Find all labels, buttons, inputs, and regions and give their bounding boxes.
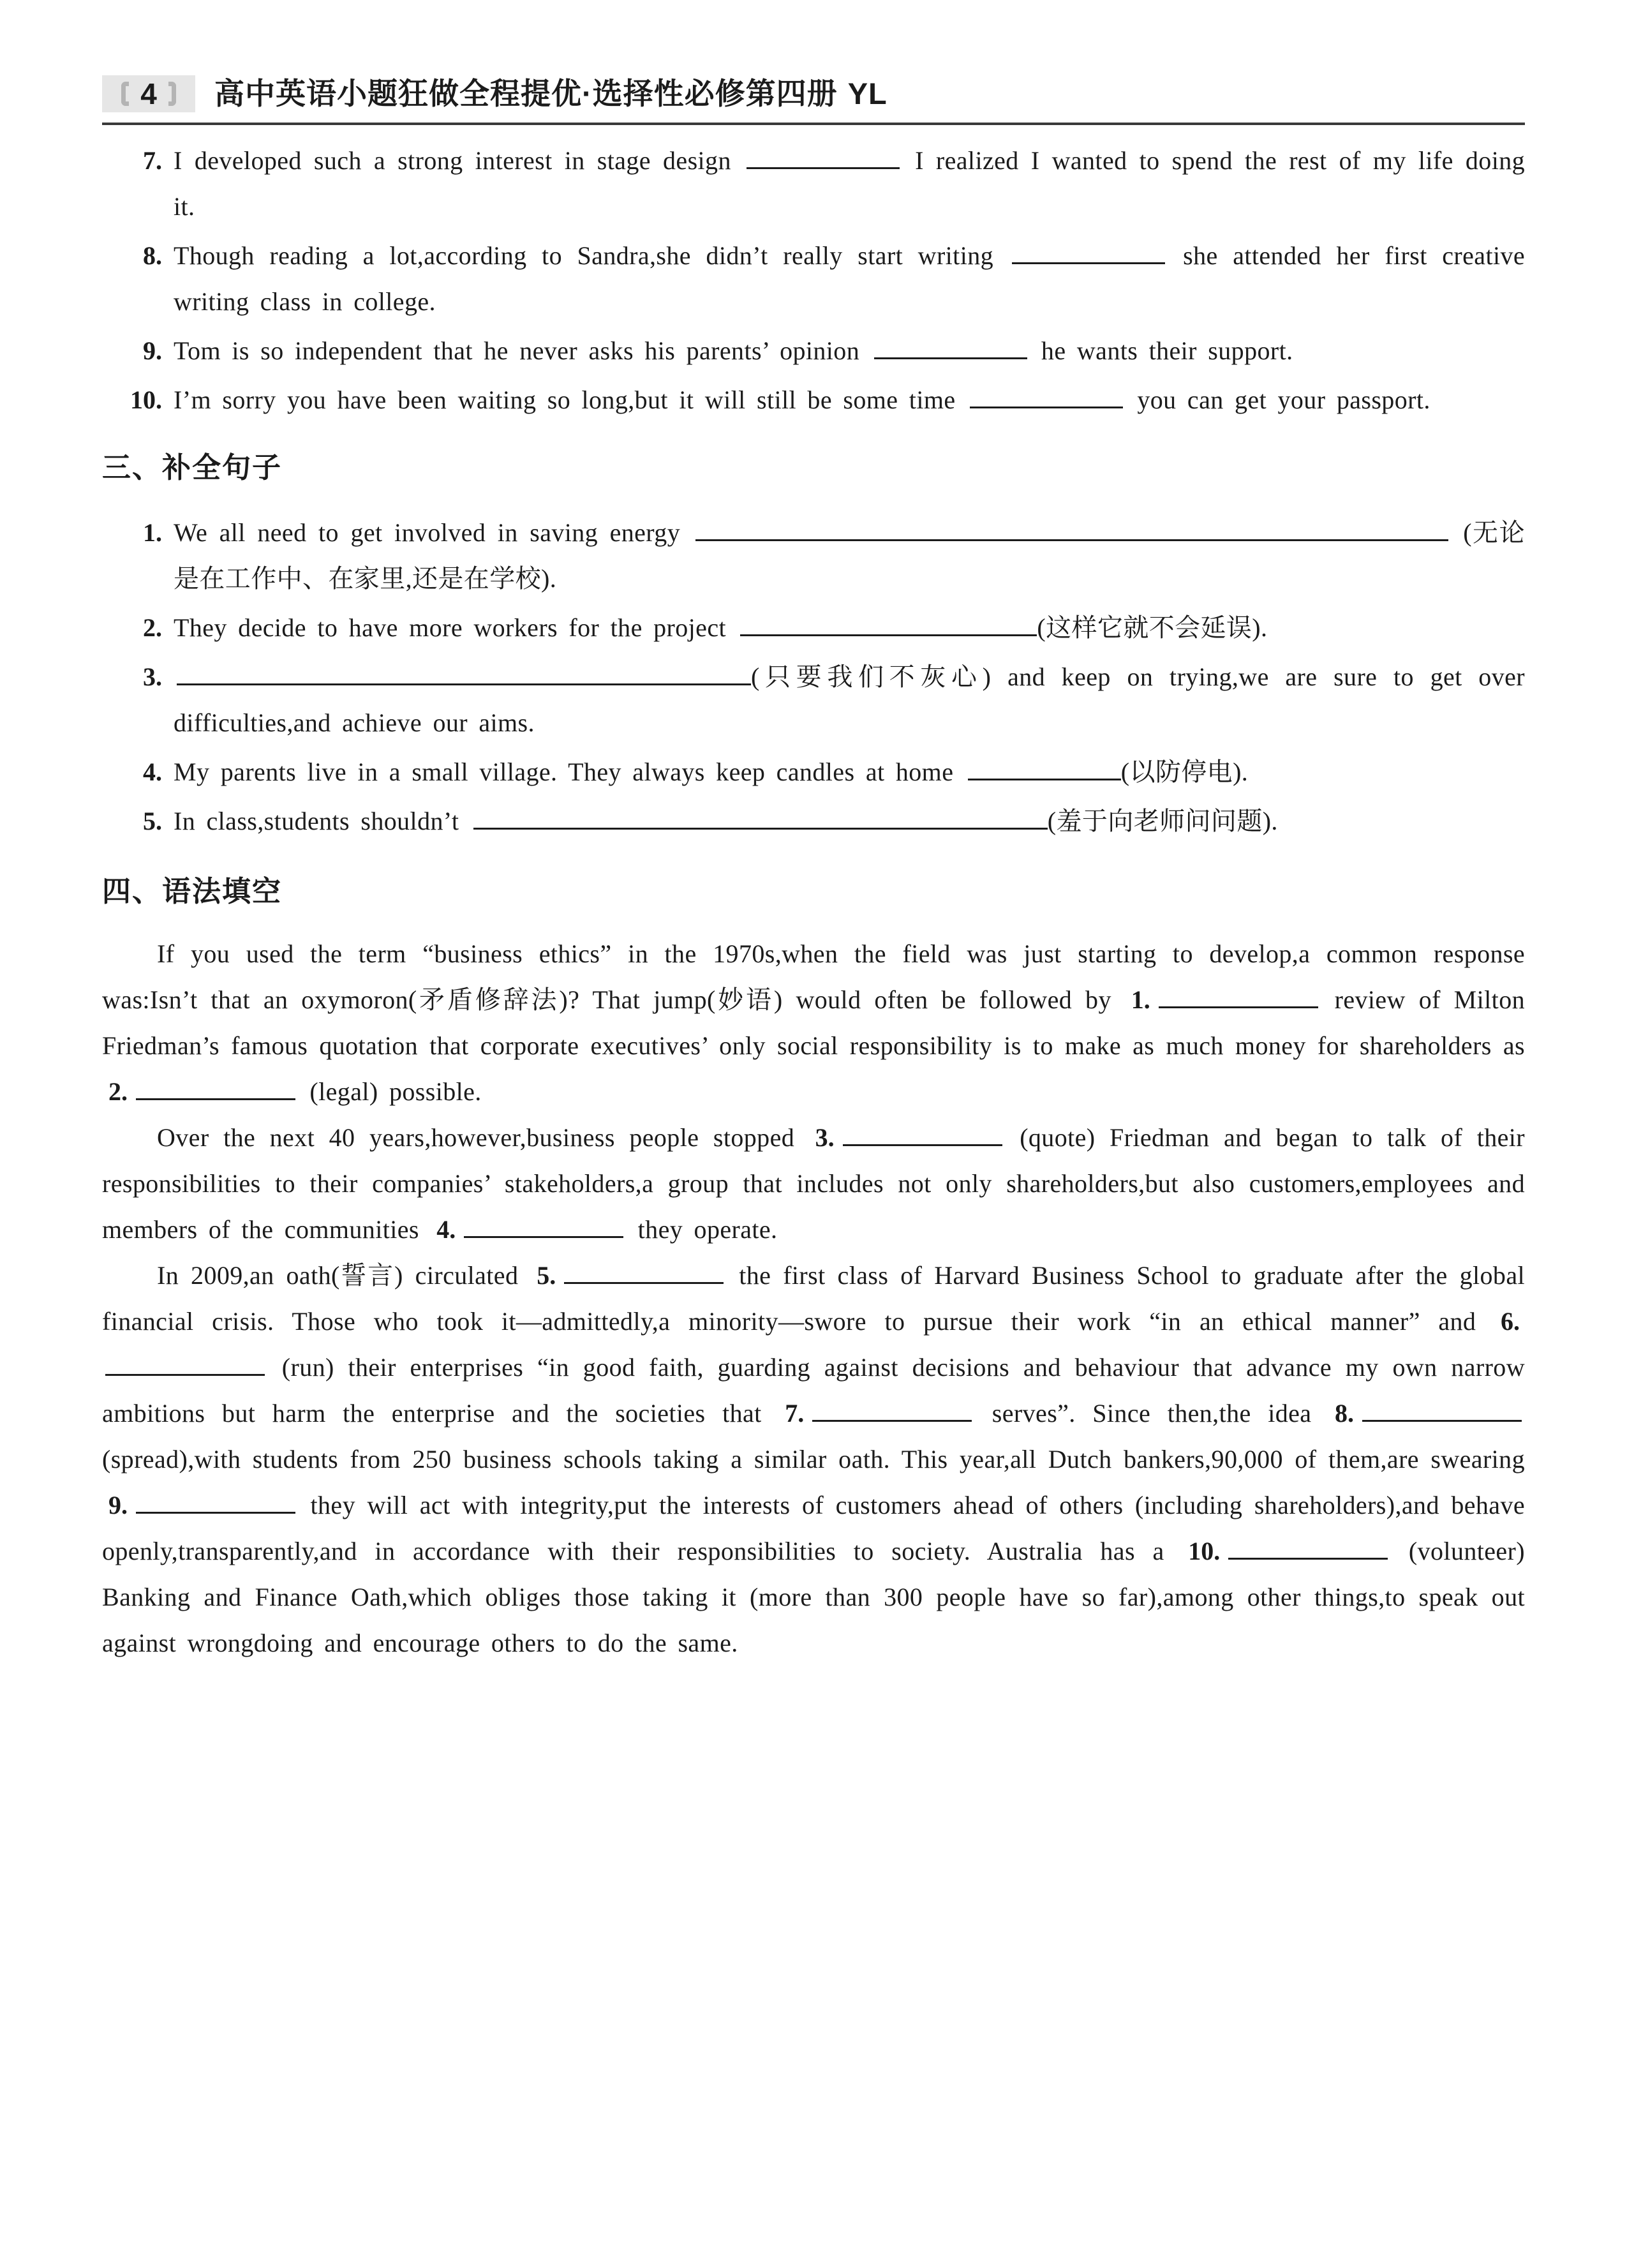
item-number: 1. <box>143 518 162 547</box>
chinese-hint: (以防停电). <box>1120 757 1249 786</box>
grammar-paragraph-2 <box>102 1115 1525 1253</box>
blank-number: 8. <box>1334 1399 1354 1428</box>
grammar-paragraph-1 <box>102 931 1525 1115</box>
list-item-8 <box>102 233 1525 325</box>
item-number: 7. <box>143 146 162 175</box>
item-text-before: Tom is so independent that he never asks his parents’ opinion <box>174 336 860 365</box>
fill-blank-s3-3 <box>177 662 751 685</box>
blank-number: 6. <box>1501 1307 1520 1336</box>
page-number: 4 <box>140 77 157 110</box>
text-segment: In 2009,an oath(誓言) circulated <box>157 1261 519 1290</box>
fill-blank-7 <box>747 145 900 169</box>
sentence-item-5 <box>102 798 1525 844</box>
item-text-before: I’m sorry you have been waiting so long,but it will still be some time <box>174 385 956 414</box>
text-segment: (run) their enterprises “in good faith, guarding against decisions and behaviour that advance my own narrow ambitions but harm the enterprise and the societies that <box>102 1353 1525 1428</box>
fill-blank-s3-4 <box>968 757 1121 780</box>
text-segment: Over the next 40 years,however,business people stopped <box>157 1123 795 1152</box>
item-text: We all need to get involved in saving energy <box>174 518 681 547</box>
blank-number: 1. <box>1131 985 1150 1014</box>
book-title: 高中英语小题狂做全程提优·选择性必修第四册 YL <box>214 77 888 110</box>
sentence-item-4 <box>102 749 1525 795</box>
chinese-hint: (这样它就不会延误). <box>1037 613 1268 642</box>
page-number-badge <box>102 75 195 112</box>
item-text-before: Though reading a lot,according to Sandra,she didn’t really start writing <box>174 241 994 270</box>
fill-blank-g6 <box>105 1352 265 1376</box>
fill-blank-g1 <box>1159 985 1318 1008</box>
item-number: 2. <box>143 613 162 642</box>
fill-blank-s3-5 <box>473 806 1048 830</box>
item-number: 5. <box>143 807 162 835</box>
text-segment: (legal) possible. <box>309 1077 482 1106</box>
chinese-hint: (只要我们不灰心) <box>751 662 992 691</box>
chinese-hint: (无论是在工作中、在家里,还是在学校). <box>174 518 1525 593</box>
item-text-after: and keep on trying,we are sure to get over difficulties,and achieve our aims. <box>174 662 1525 737</box>
text-segment: the first class of Harvard Business School to graduate after the global financial crisis. Those who took it—admittedly,a minority—swore to pursue their work “in an ethical manner” and <box>102 1261 1525 1336</box>
blank-number: 10. <box>1188 1537 1221 1565</box>
fill-blank-g10 <box>1228 1536 1388 1560</box>
completion-list <box>102 138 1525 423</box>
list-item-9 <box>102 328 1525 374</box>
blank-number: 7. <box>785 1399 805 1428</box>
sentence-item-1 <box>102 510 1525 602</box>
fill-blank-g4 <box>464 1214 623 1238</box>
fill-blank-g9 <box>136 1490 295 1514</box>
fill-blank-g8 <box>1362 1398 1522 1422</box>
item-text-after: she attended her first creative writing class in college. <box>174 241 1526 316</box>
item-text: They decide to have more workers for the project <box>174 613 726 642</box>
text-segment: (quote) Friedman and began to talk of their responsibilities to their companies’ stakeholders,a group that includes not only shareholders,but also customers,employees and members of the communities <box>102 1123 1525 1244</box>
blank-number: 5. <box>537 1261 556 1290</box>
text-segment: (volunteer) Banking and Finance Oath,which obliges those taking it (more than 300 people have so far),among other things,to speak out against wrongdoing and encourage others to do the same. <box>102 1537 1526 1657</box>
section4-heading: 四、语法填空 <box>102 875 283 907</box>
text-segment: If you used the term “business ethics” in the 1970s,when the field was just starting to develop,a common response was:Isn’t that an oxymoron(矛盾修辞法)? That jump(妙语) would often be followed by <box>102 939 1525 1014</box>
item-text-before: I developed such a strong interest in stage design <box>174 146 731 175</box>
fill-blank-g5 <box>564 1260 724 1284</box>
item-text: In class,students shouldn’t <box>174 807 459 835</box>
fill-blank-g7 <box>812 1398 972 1422</box>
sentence-item-2 <box>102 605 1525 651</box>
text-segment: review of Milton Friedman’s famous quotation that corporate executives’ only social responsibility is to make as much money for shareholders as <box>102 985 1525 1060</box>
fill-blank-g3 <box>843 1123 1002 1146</box>
text-segment: serves”. Since then,the idea <box>992 1399 1312 1428</box>
blank-number: 9. <box>108 1491 128 1519</box>
section3-heading: 三、补全句子 <box>102 451 283 484</box>
blank-number: 2. <box>108 1077 128 1106</box>
list-item-10 <box>102 377 1525 423</box>
sentence-completion-list <box>102 510 1525 844</box>
item-number: 8. <box>143 241 162 270</box>
list-item-7 <box>102 138 1525 230</box>
fill-blank-s3-1 <box>695 518 1448 541</box>
bracket-right-icon <box>168 82 176 106</box>
item-text-after: I realized I wanted to spend the rest of my life doing it. <box>174 146 1526 221</box>
item-text: My parents live in a small village. They always keep candles at home <box>174 757 954 786</box>
sentence-item-3 <box>102 654 1525 746</box>
blank-number: 4. <box>436 1215 456 1244</box>
blank-number: 3. <box>815 1123 835 1152</box>
item-number: 10. <box>130 385 162 414</box>
bracket-left-icon <box>121 82 129 106</box>
item-number: 3. <box>143 662 162 691</box>
item-text-after: he wants their support. <box>1041 336 1293 365</box>
item-number: 9. <box>143 336 162 365</box>
item-number: 4. <box>143 757 162 786</box>
text-segment: they will act with integrity,put the interests of customers ahead of others (including shareholders),and behave openly,transparently,and in accordance with their responsibilities to society. Australia has a <box>102 1491 1525 1565</box>
page-header <box>102 75 1525 112</box>
fill-blank-10 <box>970 385 1123 408</box>
fill-blank-8 <box>1012 241 1165 264</box>
text-segment: they operate. <box>637 1215 778 1244</box>
item-text-after: you can get your passport. <box>1137 385 1430 414</box>
fill-blank-s3-2 <box>740 613 1037 636</box>
header-rule <box>102 123 1525 125</box>
chinese-hint: (羞于向老师问问题). <box>1047 807 1278 835</box>
text-segment: (spread),with students from 250 business schools taking a similar oath. This year,all Dutch bankers,90,000 of them,are swearing <box>102 1445 1525 1473</box>
grammar-paragraph-3 <box>102 1253 1525 1666</box>
fill-blank-g2 <box>136 1077 295 1100</box>
fill-blank-9 <box>874 336 1027 359</box>
grammar-cloze-passage <box>102 931 1525 1666</box>
